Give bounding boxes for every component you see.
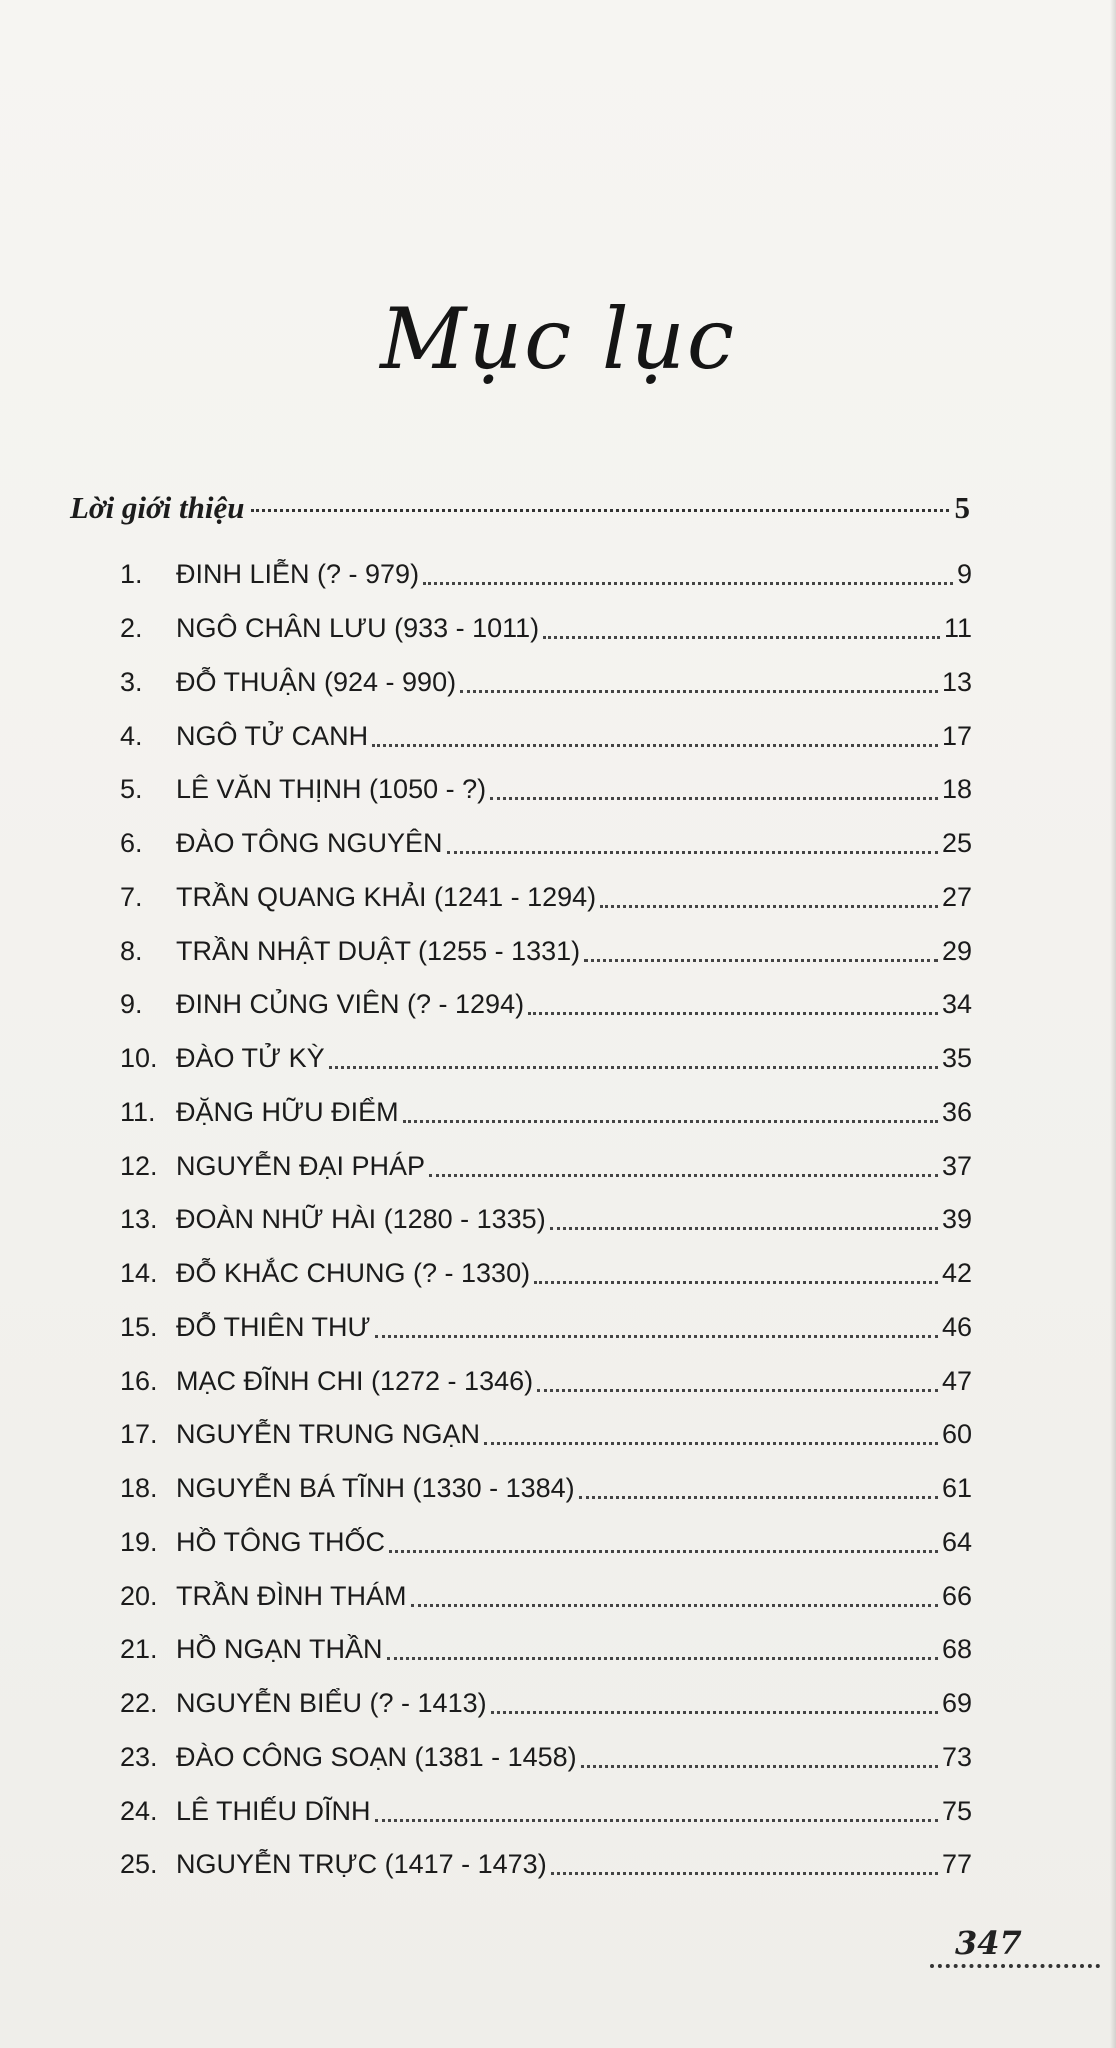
toc-entry: [120, 1838, 972, 1892]
toc-entry: [120, 1247, 972, 1301]
dot-leader: [375, 1335, 938, 1338]
toc-entry-number: 22.: [120, 1688, 158, 1719]
toc-entry-number: 1.: [120, 559, 143, 590]
toc-entry-page: 66: [941, 1580, 972, 1611]
dot-leader: [423, 582, 953, 585]
toc-entry: [120, 1354, 972, 1408]
toc-entry-title: HỒ TÔNG THỐC: [176, 1526, 386, 1557]
page-number-value: 347: [955, 1924, 1022, 1962]
dot-leader: [429, 1174, 938, 1177]
toc-entry-page: 39: [941, 1204, 972, 1235]
dot-leader: [329, 1066, 938, 1069]
toc-entry: [120, 709, 972, 763]
dot-leader: [551, 1872, 938, 1875]
page-number-dots: [930, 1964, 1100, 1968]
dot-leader: [251, 509, 949, 512]
dot-leader: [447, 851, 938, 854]
toc-entry: [120, 1139, 972, 1193]
toc-entry-page: 64: [941, 1526, 972, 1557]
toc-entry-number: 7.: [120, 881, 143, 912]
toc-entry: [120, 548, 972, 602]
toc-entry: [120, 1677, 972, 1731]
dot-leader: [460, 690, 938, 693]
toc-entry: [120, 1193, 972, 1247]
toc-entry: [120, 1032, 972, 1086]
toc-entry: [120, 1731, 972, 1785]
dot-leader: [581, 1765, 938, 1768]
toc-entry-number: 24.: [120, 1795, 158, 1826]
toc-entry-number: 2.: [120, 613, 143, 644]
toc-entry-number: 15.: [120, 1311, 158, 1342]
page-title: Mục lục: [380, 290, 736, 388]
toc-entry-title: TRẦN ĐÌNH THÁM: [176, 1580, 407, 1611]
toc-entry-title: LÊ VĂN THỊNH (1050 - ?): [176, 774, 487, 805]
toc-entry-number: 8.: [120, 935, 143, 966]
toc-entry: [120, 1408, 972, 1462]
toc-entry-page: 73: [941, 1741, 972, 1772]
toc-entry: [120, 656, 972, 710]
toc-entry-number: 13.: [120, 1204, 158, 1235]
toc-entry-title: NGUYỄN BIỂU (? - 1413): [176, 1688, 487, 1719]
toc-entry-page: 36: [941, 1096, 972, 1127]
dot-leader: [490, 797, 938, 800]
toc-entry-page: 37: [941, 1150, 972, 1181]
toc-entry-page: 60: [941, 1419, 972, 1450]
toc-entry-title: NGÔ CHÂN LƯU (933 - 1011): [176, 613, 540, 644]
toc-entry-title: ĐINH LIỄN (? - 979): [176, 559, 420, 590]
toc-entry-number: 25.: [120, 1849, 158, 1880]
toc-entry-number: 16.: [120, 1365, 158, 1396]
toc-entry-page: 69: [941, 1688, 972, 1719]
toc-entry-number: 12.: [120, 1150, 158, 1181]
dot-leader: [372, 744, 938, 747]
toc-entry-page: 75: [941, 1795, 972, 1826]
toc-entry-title: ĐÀO CÔNG SOẠN (1381 - 1458): [176, 1741, 577, 1772]
toc-entry: [120, 763, 972, 817]
dot-leader: [387, 1657, 938, 1660]
toc-entry: [120, 871, 972, 925]
toc-entry-title: ĐỖ THUẬN (924 - 990): [176, 666, 457, 697]
toc-entry: [120, 978, 972, 1032]
toc-entry-page: 11: [943, 613, 972, 644]
toc-entry: [120, 817, 972, 871]
toc-entry: [120, 1462, 972, 1516]
toc-entry-page: 27: [941, 881, 972, 912]
toc-entry: [120, 924, 972, 978]
toc-intro-page: 5: [954, 490, 970, 525]
dot-leader: [375, 1819, 938, 1822]
toc-entry-page: 61: [941, 1473, 972, 1504]
toc-entry-page: 35: [941, 1043, 972, 1074]
dot-leader: [484, 1442, 938, 1445]
toc-entry-page: 77: [941, 1849, 972, 1880]
toc-entry: [120, 1301, 972, 1355]
toc-entry-title: NGUYỄN TRỰC (1417 - 1473): [176, 1849, 547, 1880]
toc-entry: [120, 602, 972, 656]
toc-entry-title: NGUYỄN ĐẠI PHÁP: [176, 1150, 426, 1181]
toc-intro-row: [70, 490, 970, 540]
toc-entry: [120, 1784, 972, 1838]
toc-entry-title: ĐÀO TÔNG NGUYÊN: [176, 828, 443, 859]
page-number: [930, 1924, 1100, 1968]
toc-entry-page: 29: [941, 935, 972, 966]
toc-entry-page: 42: [941, 1258, 972, 1289]
toc-entry: [120, 1516, 972, 1570]
toc-entry-number: 5.: [120, 774, 143, 805]
toc-entry-title: NGUYỄN TRUNG NGẠN: [176, 1419, 481, 1450]
toc-list: [120, 548, 972, 1892]
toc-entry-number: 9.: [120, 989, 143, 1020]
toc-entry-page: 46: [941, 1311, 972, 1342]
toc-entry-title: TRẦN NHẬT DUẬT (1255 - 1331): [176, 935, 581, 966]
toc-entry-number: 14.: [120, 1258, 158, 1289]
toc-entry-title: TRẦN QUANG KHẢI (1241 - 1294): [176, 881, 597, 912]
toc-entry-page: 47: [941, 1365, 972, 1396]
toc-entry-title: NGUYỄN BÁ TĨNH (1330 - 1384): [176, 1473, 575, 1504]
toc-entry-page: 17: [941, 720, 972, 751]
dot-leader: [550, 1227, 938, 1230]
toc-entry-number: 10.: [120, 1043, 158, 1074]
toc-entry-number: 21.: [120, 1634, 158, 1665]
toc-entry-page: 9: [956, 559, 972, 590]
toc-entry-number: 4.: [120, 720, 143, 751]
toc-entry-title: LÊ THIẾU DĨNH: [176, 1795, 371, 1826]
toc-entry-title: ĐOÀN NHỮ HÀI (1280 - 1335): [176, 1204, 546, 1235]
dot-leader: [528, 1012, 938, 1015]
toc-entry-number: 18.: [120, 1473, 158, 1504]
toc-entry: [120, 1623, 972, 1677]
dot-leader: [411, 1604, 938, 1607]
toc-entry-page: 34: [941, 989, 972, 1020]
toc-entry-number: 6.: [120, 828, 143, 859]
toc-entry-number: 11.: [120, 1096, 156, 1127]
toc-entry-page: 68: [941, 1634, 972, 1665]
toc-entry-title: ĐINH CỦNG VIÊN (? - 1294): [176, 989, 525, 1020]
toc-entry-title: MẠC ĐĨNH CHI (1272 - 1346): [176, 1365, 534, 1396]
dot-leader: [403, 1120, 938, 1123]
dot-leader: [389, 1550, 938, 1553]
toc-entry-title: ĐÀO TỬ KỲ: [176, 1043, 325, 1074]
toc-entry-number: 17.: [120, 1419, 158, 1450]
dot-leader: [491, 1711, 938, 1714]
toc-entry-number: 23.: [120, 1741, 158, 1772]
toc-intro-label: Lời giới thiệu: [70, 490, 245, 525]
toc-entry-page: 18: [941, 774, 972, 805]
toc-entry-title: NGÔ TỬ CANH: [176, 720, 369, 751]
toc-entry-number: 19.: [120, 1526, 158, 1557]
toc-entry-number: 3.: [120, 666, 143, 697]
toc-entry-number: 20.: [120, 1580, 158, 1611]
dot-leader: [543, 636, 940, 639]
toc-entry-title: ĐỖ THIÊN THƯ: [176, 1311, 371, 1342]
dot-leader: [534, 1281, 938, 1284]
toc-entry-title: ĐẶNG HỮU ĐIỂM: [176, 1096, 399, 1127]
dot-leader: [579, 1496, 938, 1499]
toc-entry: [120, 1086, 972, 1140]
dot-leader: [600, 905, 938, 908]
toc-entry-title: ĐỖ KHẮC CHUNG (? - 1330): [176, 1258, 531, 1289]
toc-entry-title: HỒ NGẠN THẦN: [176, 1634, 383, 1665]
dot-leader: [537, 1389, 938, 1392]
toc-entry: [120, 1569, 972, 1623]
dot-leader: [584, 959, 938, 962]
toc-entry-page: 25: [941, 828, 972, 859]
toc-entry-page: 13: [941, 666, 972, 697]
